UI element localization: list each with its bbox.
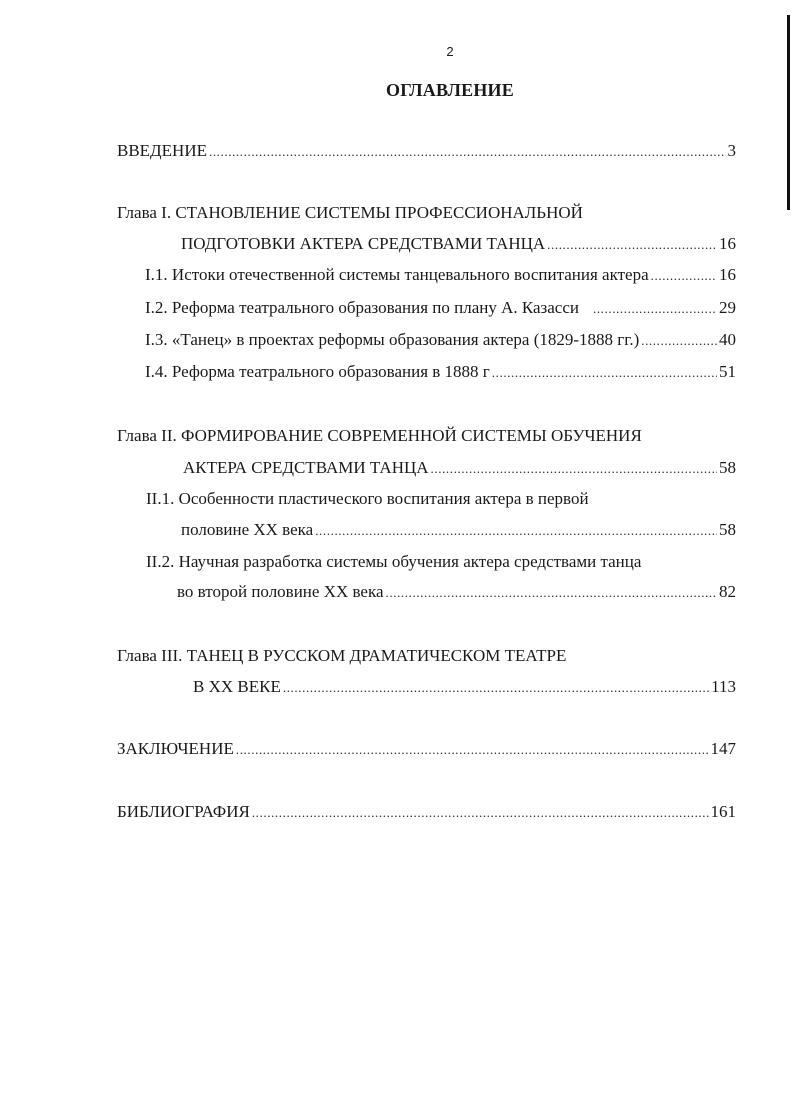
toc-entry-section-1-3[interactable] (145, 327, 736, 353)
toc-entry-chapter-1[interactable] (181, 231, 736, 257)
toc-entry-page: 147 (710, 739, 736, 758)
toc-chapter-2-title: Глава II. ФОРМИРОВАНИЕ СОВРЕМЕННОЙ СИСТЕМЫ ОБУЧЕНИЯ (117, 426, 642, 445)
toc-entry-page: 113 (711, 677, 736, 696)
toc-entry-conclusion[interactable] (117, 736, 736, 762)
toc-entry-label: ВВЕДЕНИЕ (117, 141, 207, 160)
toc-entry-section-1-1[interactable] (145, 262, 736, 288)
toc-entry-page: 58 (719, 520, 736, 539)
dot-leader (641, 328, 717, 354)
dot-leader (492, 360, 717, 386)
page-title: ОГЛАВЛЕНИЕ (386, 80, 514, 100)
toc-entry-page: 3 (727, 141, 736, 160)
toc-chapter-1-title: Глава I. СТАНОВЛЕНИЕ СИСТЕМЫ ПРОФЕССИОНАЛЬНОЙ (117, 203, 583, 222)
toc-entry-page: 58 (719, 458, 736, 477)
dot-leader (209, 139, 726, 165)
dot-leader (651, 263, 717, 289)
dot-leader (252, 800, 709, 826)
toc-entry-page: 16 (719, 265, 736, 284)
toc-chapter-3-title: Глава III. ТАНЕЦ В РУССКОМ ДРАМАТИЧЕСКОМ ТЕАТРЕ (117, 646, 567, 665)
dot-leader (283, 675, 709, 701)
toc-entry-section-2-2[interactable] (177, 579, 736, 605)
toc-section-2-1-title: II.1. Особенности пластического воспитания актера в первой (146, 489, 589, 508)
toc-entry-label: во второй половине XX века (177, 582, 384, 601)
dot-leader (236, 737, 709, 763)
scan-edge-mark (787, 15, 790, 210)
toc-section-2-2-title: II.2. Научная разработка системы обучения актера средствами танца (146, 552, 642, 571)
toc-entry-section-1-4[interactable] (145, 359, 736, 385)
dot-leader (315, 518, 717, 544)
toc-entry-label: АКТЕРА СРЕДСТВАМИ ТАНЦА (183, 458, 429, 477)
toc-entry-label: I.3. «Танец» в проектах реформы образования актера (1829-1888 гг.) (145, 330, 640, 349)
toc-entry-section-2-1[interactable] (181, 517, 736, 543)
toc-entry-label: I.1. Истоки отечественной системы танцевального воспитания актера (145, 265, 649, 284)
toc-entry-page: 161 (710, 802, 736, 821)
toc-entry-label: ЗАКЛЮЧЕНИЕ (117, 739, 234, 758)
toc-entry-label: половине XX века (181, 520, 314, 539)
toc-entry-label: БИБЛИОГРАФИЯ (117, 802, 250, 821)
toc-entry-label: В XX ВЕКЕ (193, 677, 281, 696)
dot-leader (547, 232, 717, 258)
toc-entry-label: ПОДГОТОВКИ АКТЕРА СРЕДСТВАМИ ТАНЦА (181, 234, 546, 253)
toc-entry-chapter-3[interactable] (193, 674, 736, 700)
dot-leader (593, 296, 717, 322)
toc-entry-label: I.2. Реформа театрального образования по плану А. Казасси (145, 298, 579, 317)
toc-entry-page: 40 (719, 330, 736, 349)
toc-entry-introduction[interactable] (117, 138, 736, 164)
dot-leader (431, 456, 717, 482)
toc-entry-label: I.4. Реформа театрального образования в 1888 г (145, 362, 490, 381)
toc-entry-chapter-2[interactable] (183, 455, 736, 481)
toc-entry-page: 29 (719, 298, 736, 317)
page-number: 2 (446, 44, 454, 59)
toc-entry-bibliography[interactable] (117, 799, 736, 825)
toc-entry-page: 51 (719, 362, 736, 381)
toc-entry-page: 82 (719, 582, 736, 601)
toc-entry-section-1-2[interactable] (145, 295, 736, 321)
toc-entry-page: 16 (719, 234, 736, 253)
dot-leader (386, 580, 717, 606)
